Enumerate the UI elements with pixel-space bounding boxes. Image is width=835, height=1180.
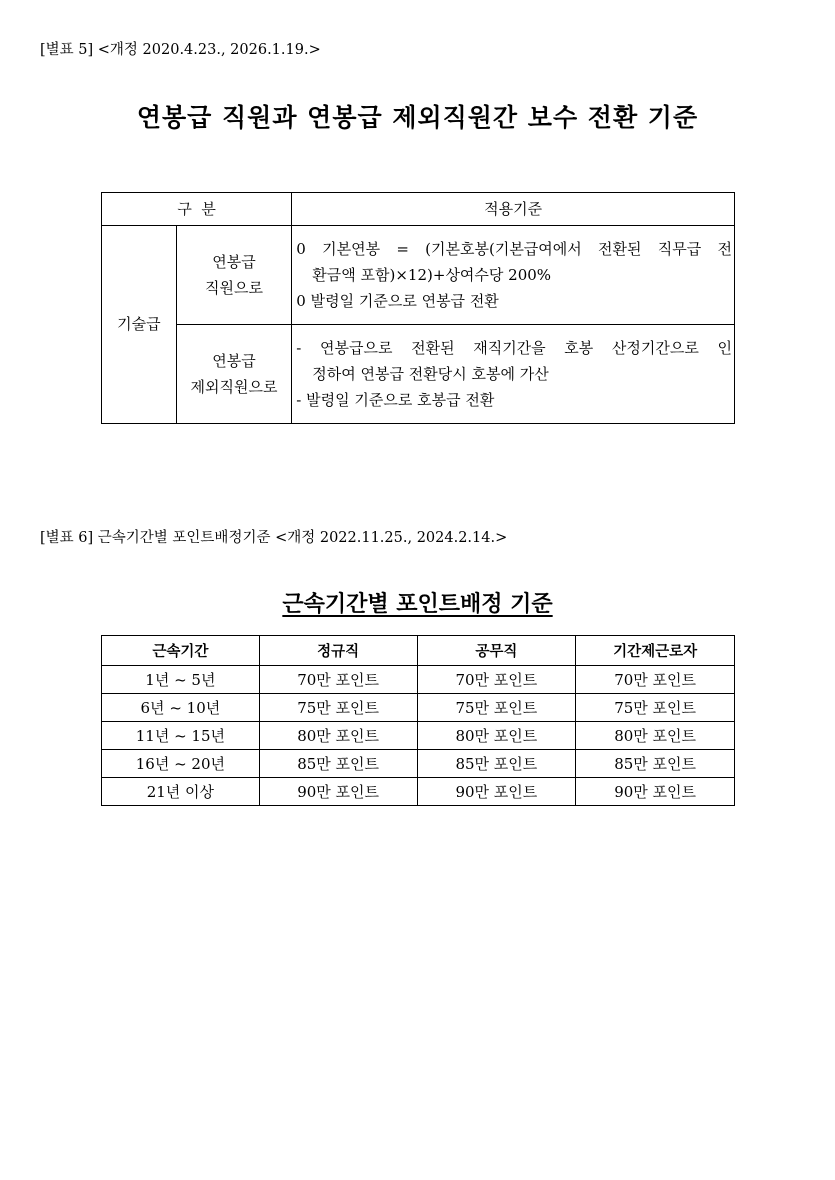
table-cell: 90만 포인트 bbox=[576, 778, 735, 806]
column-header-category: 구 분 bbox=[102, 193, 292, 226]
column-header-fixed-term: 기간제근로자 bbox=[576, 636, 735, 666]
table-cell: 70만 포인트 bbox=[259, 666, 417, 694]
criteria-cell bbox=[292, 325, 735, 424]
table-cell: 6년 ~ 10년 bbox=[102, 694, 260, 722]
subcategory-line: 연봉급 bbox=[212, 252, 256, 271]
table-cell: 75만 포인트 bbox=[259, 694, 417, 722]
table-cell: 16년 ~ 20년 bbox=[102, 750, 260, 778]
subcategory-cell bbox=[176, 325, 292, 424]
table-row bbox=[102, 226, 735, 325]
table-cell: 90만 포인트 bbox=[259, 778, 417, 806]
table-row bbox=[102, 750, 735, 778]
table-header-row bbox=[102, 193, 735, 226]
table-header-row bbox=[102, 636, 735, 666]
table-cell: 70만 포인트 bbox=[417, 666, 576, 694]
table-row bbox=[102, 666, 735, 694]
group-label: 기술급 bbox=[102, 226, 177, 424]
criteria-line: 0 발령일 기준으로 연봉급 전환 bbox=[296, 292, 499, 311]
subcategory-line: 직원으로 bbox=[205, 279, 263, 297]
appendix5-header: [별표 5] <개정 2020.4.23., 2026.1.19.> bbox=[40, 42, 321, 58]
table-row bbox=[102, 694, 735, 722]
column-header-public-service: 공무직 bbox=[417, 636, 576, 666]
table-cell: 85만 포인트 bbox=[259, 750, 417, 778]
appendix5-title: 연봉급 직원과 연봉급 제외직원간 보수 전환 기준 bbox=[136, 103, 699, 132]
appendix6-header: [별표 6] 근속기간별 포인트배정기준 <개정 2022.11.25., 2024.2.14.> bbox=[40, 530, 508, 546]
table-cell: 80만 포인트 bbox=[576, 722, 735, 750]
table-row bbox=[102, 778, 735, 806]
appendix6-title bbox=[0, 587, 835, 618]
table-cell: 90만 포인트 bbox=[417, 778, 576, 806]
criteria-line: 0 기본연봉 = (기본호봉(기본급여에서 전환된 직무급 전 bbox=[296, 239, 732, 258]
service-points-table bbox=[101, 635, 735, 806]
criteria-line: - 발령일 기준으로 호봉급 전환 bbox=[296, 391, 495, 410]
subcategory-cell bbox=[176, 226, 292, 325]
criteria-line: - 연봉급으로 전환된 재직기간을 호봉 산정기간으로 인 bbox=[296, 338, 732, 357]
column-header-criteria: 적용기준 bbox=[292, 193, 735, 226]
table-cell: 21년 이상 bbox=[102, 778, 260, 806]
subcategory-line: 연봉급 bbox=[212, 351, 256, 370]
table-cell: 85만 포인트 bbox=[576, 750, 735, 778]
salary-conversion-table bbox=[101, 192, 735, 424]
criteria-cell bbox=[292, 226, 735, 325]
table-cell: 75만 포인트 bbox=[417, 694, 576, 722]
criteria-line: 환금액 포함)×12)+상여수당 200% bbox=[312, 265, 552, 284]
criteria-line: 정하여 연봉급 전환당시 호봉에 가산 bbox=[312, 364, 549, 383]
table-cell: 70만 포인트 bbox=[576, 666, 735, 694]
column-header-service-period: 근속기간 bbox=[102, 636, 260, 666]
subcategory-line: 제외직원으로 bbox=[190, 378, 278, 396]
table-row bbox=[102, 325, 735, 424]
table-cell: 1년 ~ 5년 bbox=[102, 666, 260, 694]
table-row bbox=[102, 722, 735, 750]
table-cell: 80만 포인트 bbox=[417, 722, 576, 750]
table-cell: 85만 포인트 bbox=[417, 750, 576, 778]
table-cell: 75만 포인트 bbox=[576, 694, 735, 722]
column-header-regular: 정규직 bbox=[259, 636, 417, 666]
appendix6-title-text: 근속기간별 포인트배정 기준 bbox=[282, 592, 553, 617]
table-cell: 11년 ~ 15년 bbox=[102, 722, 260, 750]
table-cell: 80만 포인트 bbox=[259, 722, 417, 750]
